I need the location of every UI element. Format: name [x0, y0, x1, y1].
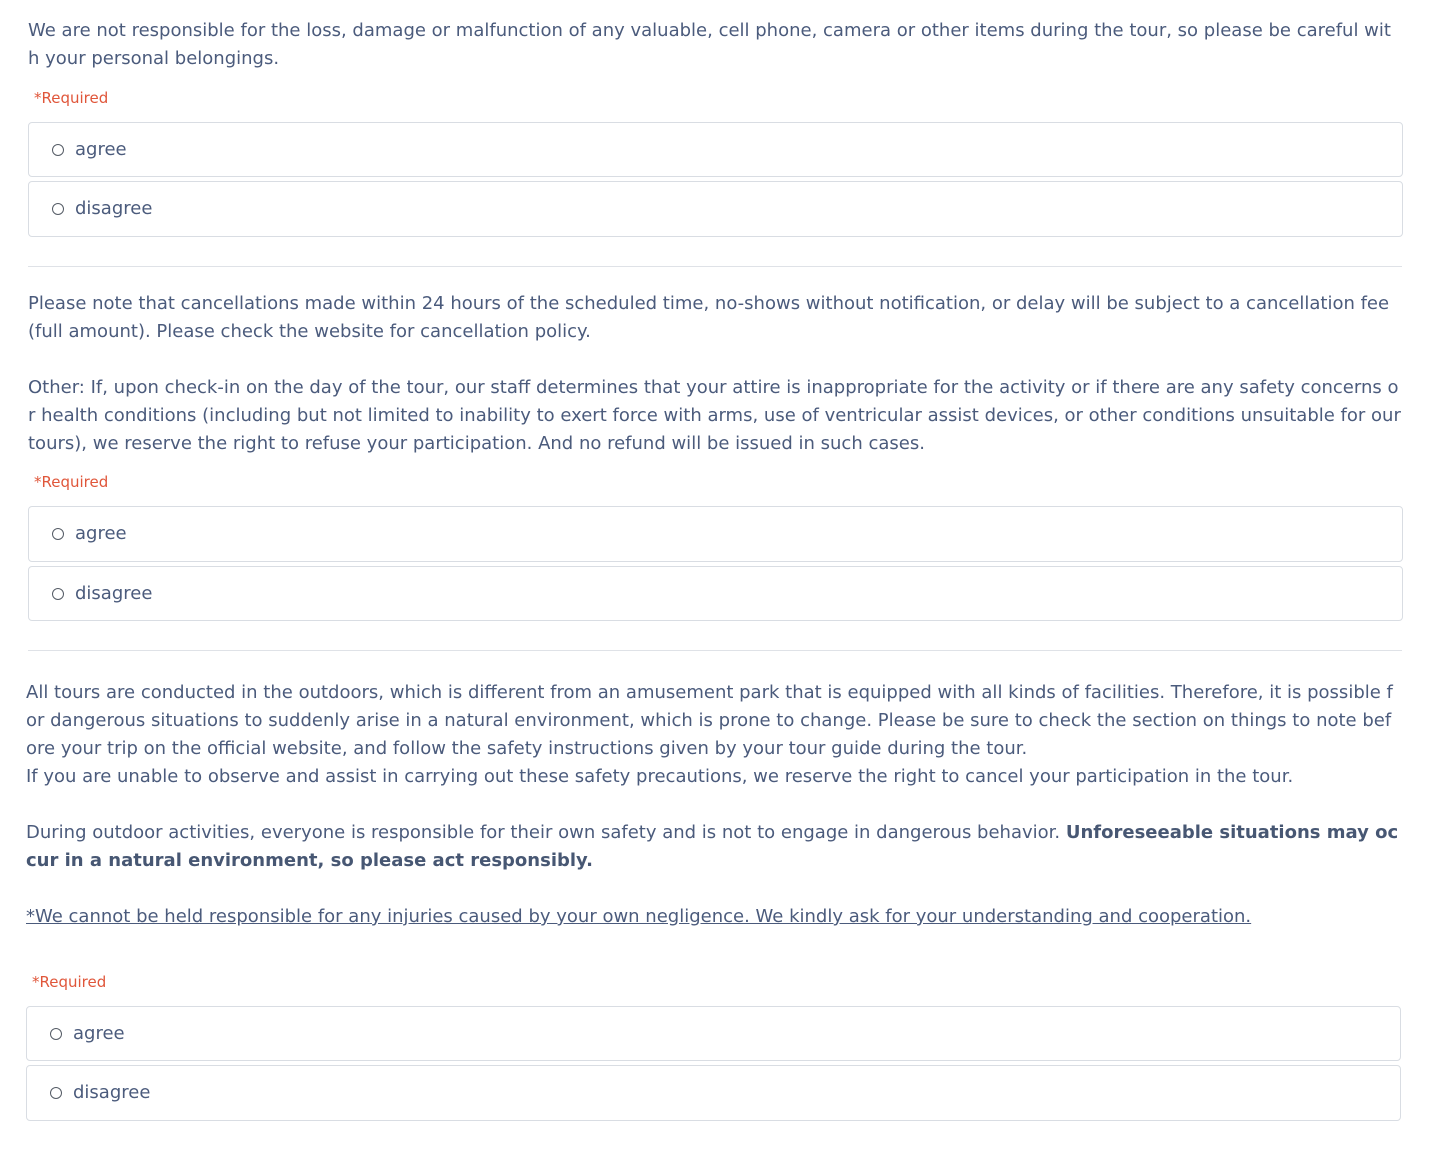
section2-cancellation-text: Please note that cancellations made within 24 hours of the scheduled time, no-shows without notification, or delay will be subject to a cancellation fee (full amount). Please check the website for cancellation policy. [28, 293, 1390, 342]
section2-other-text: Other: If, upon check-in on the day of the tour, our staff determines that your attire is inappropriate for the activity or if there are any safety concerns or health conditions (including but not limited to inability to exert force with arms, use of ventricular assist devices, or other conditions unsuitable for our tours), we reserve the right to refuse your participation. And no refund will be issued in such cases. [28, 377, 1401, 454]
section2-required-label: *Required [34, 473, 109, 491]
section2-agree-label: agree [75, 523, 127, 544]
section1-disagree-label: disagree [75, 198, 153, 219]
section1-agree-option[interactable] [28, 122, 1403, 177]
section1-disagree-option[interactable] [28, 181, 1403, 237]
section3-responsibility-bold: Unforeseeable situations may occur in a natural environment, so please act responsibly. [26, 822, 1399, 871]
section3-agree-label: agree [73, 1022, 125, 1044]
section3-precautions-text: If you are unable to observe and assist in carrying out these safety precautions, we reserve the right to cancel your participation in the tour. [26, 766, 1294, 787]
section1-notice-text: We are not responsible for the loss, damage or malfunction of any valuable, cell phone, camera or other items during the tour, so please be careful with your personal belongings. [28, 20, 1391, 69]
section2-disagree-option[interactable] [28, 566, 1403, 621]
section3-liability-text: *We cannot be held responsible for any injuries caused by your own negligence. We kindly ask for your understanding and cooperation. [26, 906, 1252, 927]
section1-agree-label: agree [75, 138, 127, 160]
section3-agree-option[interactable] [26, 1006, 1401, 1061]
radio-icon[interactable] [50, 1028, 62, 1040]
section2-disagree-label: disagree [75, 582, 153, 604]
section3-responsibility-normal: During outdoor activities, everyone is responsible for their own safety and is not to engage in dangerous behavior. [26, 822, 1066, 843]
radio-icon[interactable] [50, 1087, 62, 1099]
section-divider [28, 266, 1402, 267]
section2-agree-option[interactable] [28, 506, 1403, 562]
section1-required-label: *Required [34, 89, 109, 107]
radio-icon[interactable] [52, 528, 64, 540]
section3-disagree-label: disagree [73, 1082, 151, 1103]
section-divider [28, 650, 1402, 651]
section3-responsibility-text [26, 819, 1402, 875]
section3-disagree-option[interactable] [26, 1065, 1401, 1121]
radio-icon[interactable] [52, 144, 64, 156]
section3-outdoors-text: All tours are conducted in the outdoors, which is different from an amusement park that is equipped with all kinds of facilities. Therefore, it is possible for dangerous situations to suddenly arise in a natural environment, which is prone to change. Please be sure to check the section on things to note before your trip on the official website, and follow the safety instructions given by your tour guide during the tour. [26, 682, 1393, 759]
radio-icon[interactable] [52, 588, 64, 600]
radio-icon[interactable] [52, 203, 64, 215]
section3-required-label: *Required [32, 973, 107, 991]
